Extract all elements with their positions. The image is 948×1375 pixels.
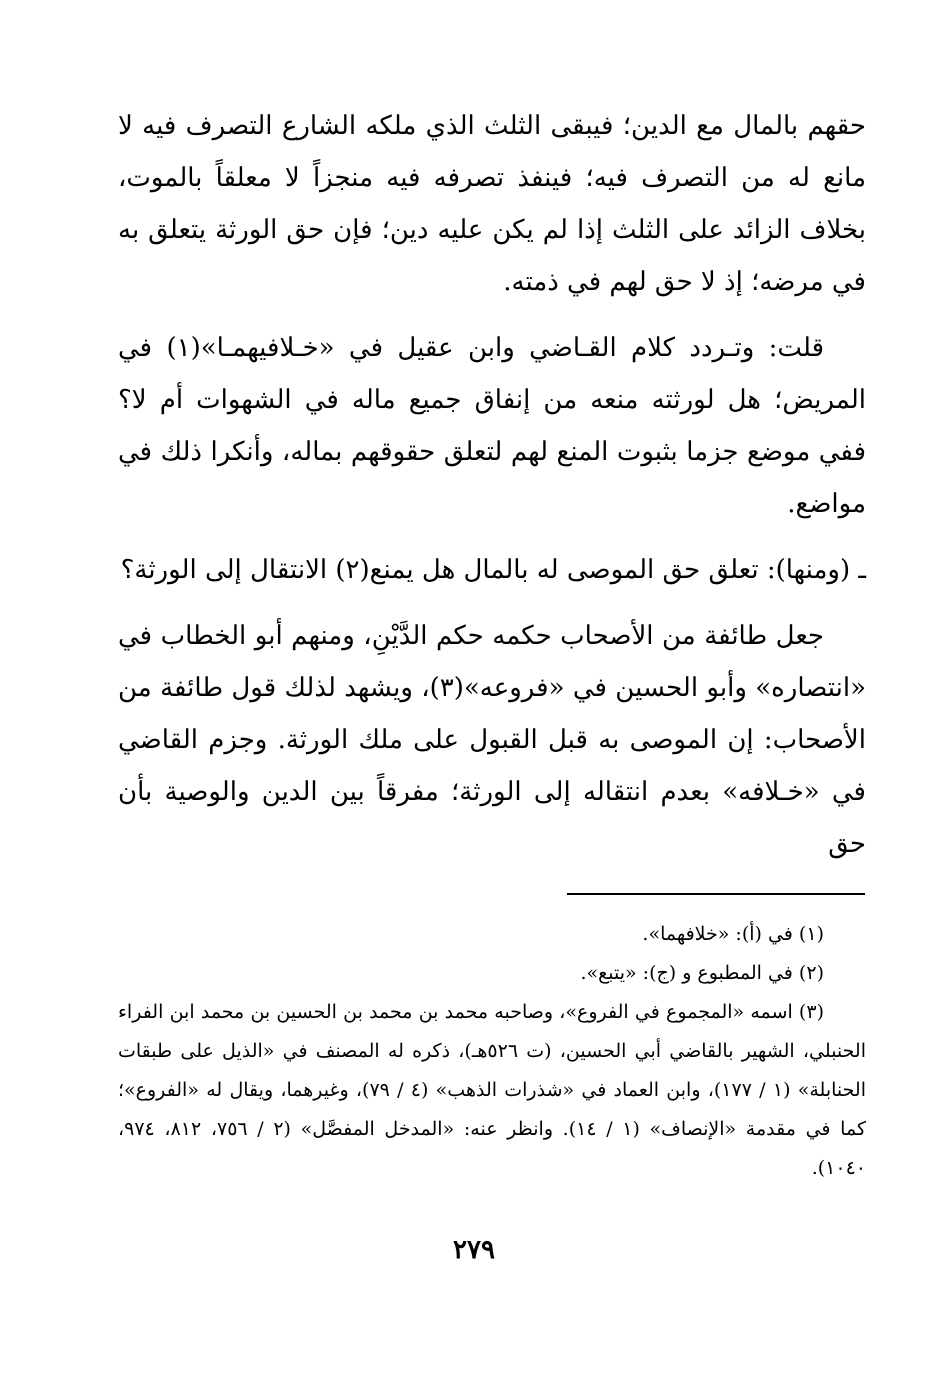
- paragraph-2: قلت: وتـردد كلام القـاضي وابن عقيل في «خـلافيهمـا»(١) في المريض؛ هل لورثته منعه من إنفاق جميع ماله في الشهوات أم لا؟ ففي موضع جزما بثبوت المنع لهم لتعلق حقوقهم بماله، وأنكرا ذلك في مواضع.: [118, 333, 866, 519]
- main-text: [118, 100, 866, 870]
- paragraph-1: حقهم بالمال مع الدين؛ فيبقى الثلث الذي ملكه الشارع التصرف فيه لا مانع له من التصرف فيه؛ فينفذ تصرفه فيه منجزاً لا معلقاً بالموت، بخلاف الزائد على الثلث إذا لم يكن عليه دين؛ فإن حق الورثة يتعلق به في مرضه؛ إذ لا حق لهم في ذمته.: [118, 111, 866, 297]
- footnotes: [118, 915, 866, 1188]
- page-number: ٢٧٩: [453, 1235, 495, 1265]
- footnote-2: (٢) في المطبوع و (ج): «يتبع».: [580, 962, 824, 984]
- footnote-1: (١) في (أ): «خلافهما».: [642, 923, 824, 945]
- paragraph-3: ـ (ومنها): تعلق حق الموصى له بالمال هل يمنع(٢) الانتقال إلى الورثة؟: [120, 555, 866, 585]
- paragraph-4: جعل طائفة من الأصحاب حكمه حكم الدَّيْنِ، ومنهم أبو الخطاب في «انتصاره» وأبو الحسين في «فروعه»(٣)، ويشهد لذلك قول طائفة من الأصحاب: إن الموصى به قبل القبول على ملك الورثة. وجزم القاضي في «خـلافه» بعدم انتقاله إلى الورثة؛ مفرقاً بين الدين والوصية بأن حق: [118, 621, 867, 859]
- footnote-separator: [567, 893, 865, 895]
- footnote-3: (٣) اسمه «المجموع في الفروع»، وصاحبه محمد بن محمد بن الحسين بن محمد ابن الفراء الحنبلي، الشهير بالقاضي أبي الحسين، (ت ٥٢٦هـ)، ذكره له المصنف في «الذيل على طبقات الحنابلة» (١ / ١٧٧)، وابن العماد في «شذرات الذهب» (٤ / ٧٩)، وغيرهما، ويقال له «الفروع»؛ كما في مقدمة «الإنصاف» (١ / ١٤). وانظر عنه: «المدخل المفصَّل» (٢ / ٧٥٦، ٨١٢، ٩٧٤، ١٠٤٠).: [118, 1001, 866, 1179]
